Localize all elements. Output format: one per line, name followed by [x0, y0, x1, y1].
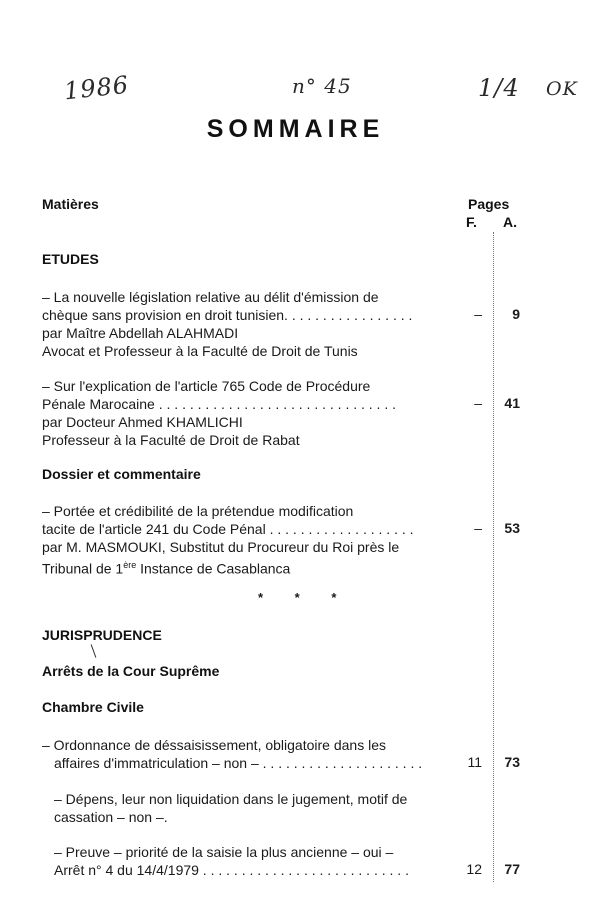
- entry-text: Instance de Casablanca: [136, 560, 291, 577]
- entry-line: Arrêt n° 4 du 14/4/1979 . . . . . . . . . . . . . . . . . . . . . . . . . . .: [54, 862, 409, 878]
- page-f-value: –: [474, 520, 482, 536]
- entry-jurisprudence-3: [54, 843, 409, 879]
- section-heading-dossier: Dossier et commentaire: [42, 466, 201, 482]
- column-divider: [493, 232, 494, 882]
- entry-jurisprudence-2: [54, 790, 407, 826]
- subheading-cour-supreme: Arrêts de la Cour Suprême: [42, 663, 220, 679]
- page-f-value: 12: [466, 861, 482, 877]
- entry-line: par M. MASMOUKI, Substitut du Procureur du Roi près le: [42, 539, 400, 555]
- page-a-value: 9: [512, 306, 520, 322]
- section-heading-jurisprudence: JURISPRUDENCE: [42, 627, 162, 643]
- entry-line: – Ordonnance de déssaisissement, obligatoire dans les: [42, 737, 386, 753]
- entry-line: affaires d'immatriculation – non – . . . . . . . . . . . . . . . . . . . . .: [54, 755, 423, 771]
- handwritten-ok: OK: [546, 78, 578, 100]
- entry-line: – Portée et crédibilité de la prétendue modification: [42, 503, 354, 519]
- entry-jurisprudence-1: [42, 736, 422, 772]
- column-header-matieres: Matières: [42, 196, 99, 212]
- section-separator-stars: * * *: [258, 590, 351, 605]
- page-title: SOMMAIRE: [206, 115, 385, 143]
- page-a-value: 77: [504, 861, 520, 877]
- subheading-chambre-civile: Chambre Civile: [42, 699, 144, 715]
- entry-line: Avocat et Professeur à la Faculté de Droit de Tunis: [42, 343, 358, 359]
- page-f-value: –: [474, 395, 482, 411]
- entry-line: – La nouvelle législation relative au délit d'émission de: [42, 289, 379, 305]
- column-header-a: A.: [503, 214, 517, 230]
- entry-etudes-1: [42, 288, 412, 360]
- entry-line: cassation – non –.: [54, 809, 168, 825]
- page-a-value: 73: [504, 754, 520, 770]
- page-f-value: –: [474, 306, 482, 322]
- entry-line: – Dépens, leur non liquidation dans le jugement, motif de: [54, 791, 408, 807]
- entry-line: tacite de l'article 241 du Code Pénal . . . . . . . . . . . . . . . . . . .: [42, 521, 414, 537]
- entry-text: Tribunal de 1: [42, 560, 124, 577]
- page-f-value: 11: [467, 754, 482, 770]
- handwritten-page-count: 1/4: [478, 74, 520, 102]
- entry-etudes-2: [42, 377, 396, 449]
- pen-mark: [91, 644, 97, 657]
- handwritten-issue-number: n° 45: [292, 74, 352, 98]
- ordinal-superscript: ère: [123, 560, 137, 570]
- column-header-f: F.: [466, 214, 477, 230]
- page-a-value: 41: [504, 395, 520, 411]
- entry-line: Professeur à la Faculté de Droit de Rabat: [42, 432, 300, 448]
- page-a-value: 53: [504, 520, 520, 536]
- entry-line: par Docteur Ahmed KHAMLICHI: [42, 414, 243, 430]
- entry-line: Pénale Marocaine . . . . . . . . . . . . . . . . . . . . . . . . . . . . . . .: [42, 396, 397, 412]
- entry-dossier-1: [42, 502, 414, 578]
- entry-line: par Maître Abdellah ALAHMADI: [42, 325, 239, 341]
- handwritten-year: 1986: [62, 70, 131, 106]
- entry-line: [42, 556, 414, 578]
- entry-line: – Sur l'explication de l'article 765 Code de Procédure: [42, 378, 371, 394]
- entry-line: chèque sans provision en droit tunisien. . . . . . . . . . . . . . . . .: [42, 307, 413, 323]
- column-header-pages: Pages: [468, 196, 510, 212]
- entry-line: – Preuve – priorité de la saisie la plus ancienne – oui –: [54, 844, 394, 860]
- section-heading-etudes: ETUDES: [42, 251, 99, 267]
